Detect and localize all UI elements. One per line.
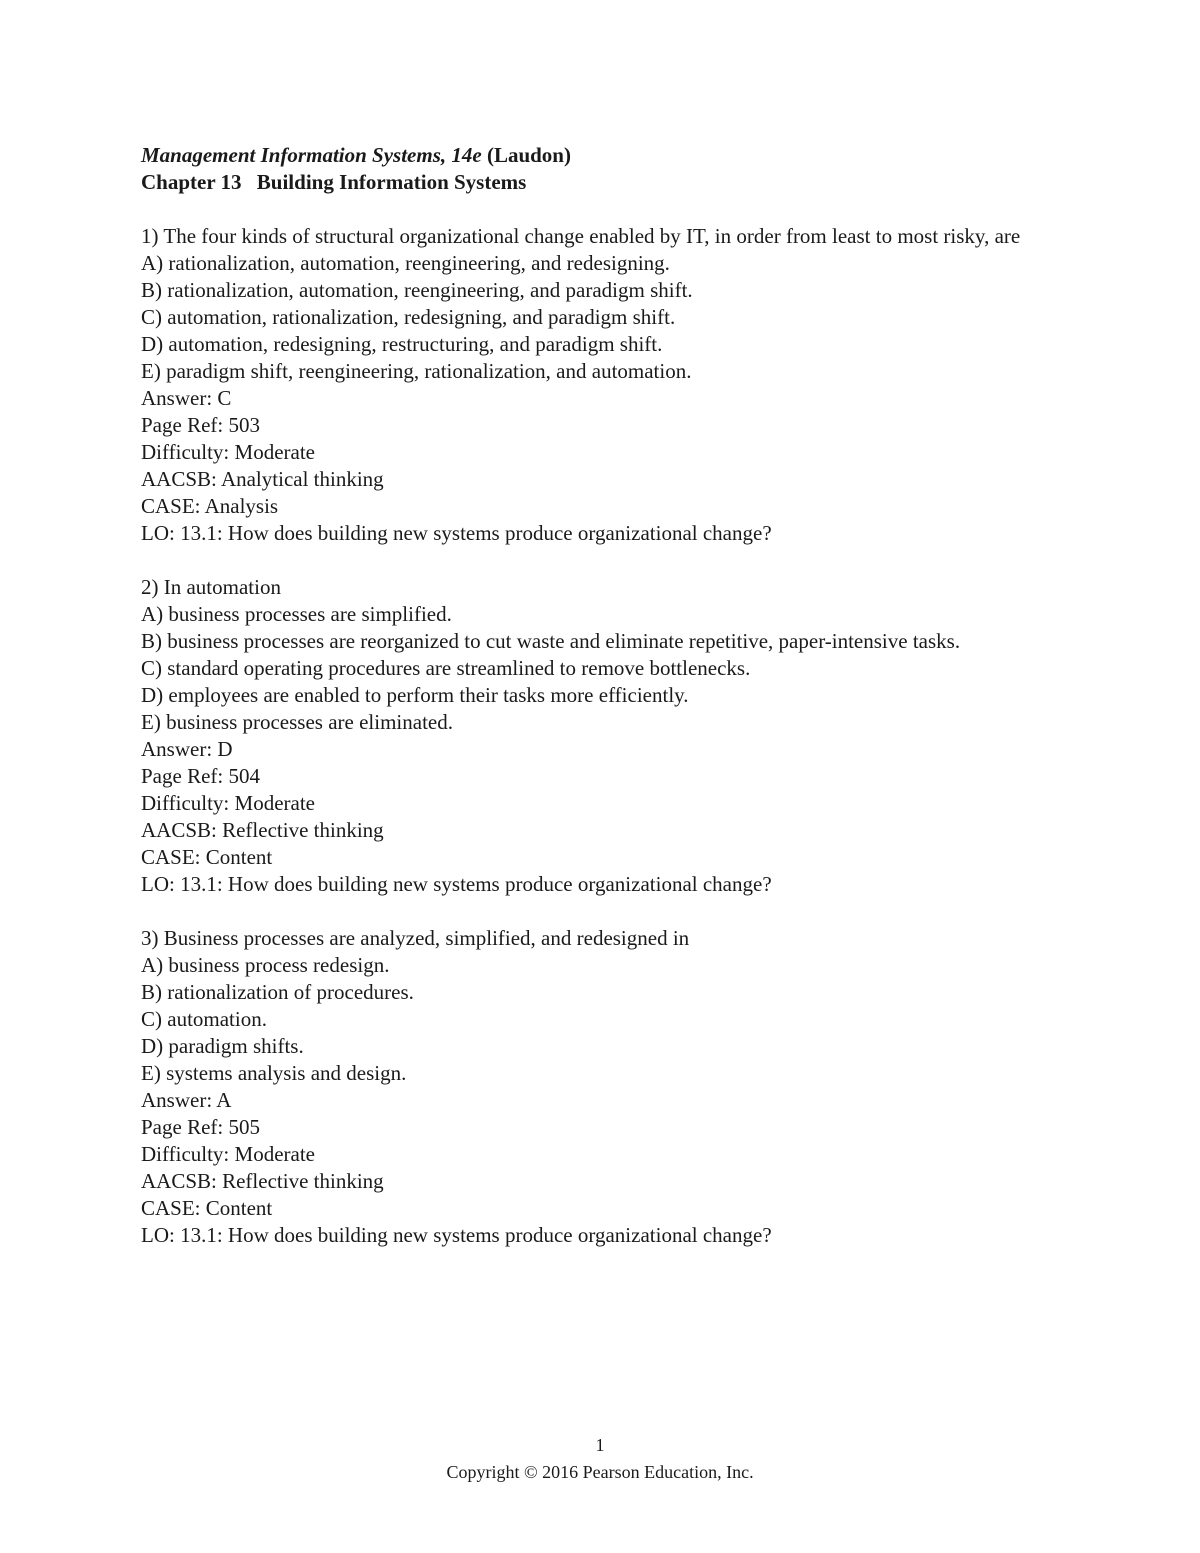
book-author: (Laudon) (481, 143, 571, 167)
answer-option: D) paradigm shifts. (141, 1034, 304, 1058)
question-meta: Difficulty: Moderate (141, 440, 315, 464)
copyright-notice: Copyright © 2016 Pearson Education, Inc. (446, 1462, 754, 1482)
question-meta: Answer: C (141, 386, 232, 410)
question-meta: Page Ref: 503 (141, 413, 260, 437)
question-meta: Page Ref: 505 (141, 1115, 260, 1139)
answer-option: E) systems analysis and design. (141, 1061, 407, 1085)
answer-option: C) automation. (141, 1007, 267, 1031)
answer-option: C) standard operating procedures are streamlined to remove bottlenecks. (141, 656, 751, 680)
question-meta: LO: 13.1: How does building new systems produce organizational change? (141, 1223, 772, 1247)
question-list (141, 223, 1061, 1249)
answer-option: B) rationalization of procedures. (141, 980, 414, 1004)
question-stem: 1) The four kinds of structural organizational change enabled by IT, in order from least to most risky, are (141, 224, 1021, 248)
question-meta: Page Ref: 504 (141, 764, 260, 788)
answer-option: A) business process redesign. (141, 953, 390, 977)
question-meta: CASE: Content (141, 1196, 273, 1220)
question-meta: Answer: D (141, 737, 233, 761)
question-meta: AACSB: Reflective thinking (141, 1169, 384, 1193)
question-meta: Answer: A (141, 1088, 232, 1112)
question-meta: Difficulty: Moderate (141, 791, 315, 815)
answer-option: B) business processes are reorganized to cut waste and eliminate repetitive, paper-intensive tasks. (141, 629, 961, 653)
question-meta: CASE: Content (141, 845, 273, 869)
answer-option: C) automation, rationalization, redesigning, and paradigm shift. (141, 305, 676, 329)
answer-option: A) rationalization, automation, reengineering, and redesigning. (141, 251, 670, 275)
answer-option: E) business processes are eliminated. (141, 710, 453, 734)
question-1 (141, 223, 1061, 547)
answer-option: D) automation, redesigning, restructuring, and paradigm shift. (141, 332, 663, 356)
question-meta: AACSB: Reflective thinking (141, 818, 384, 842)
header-spacer (141, 196, 1061, 223)
answer-option: E) paradigm shift, reengineering, rationalization, and automation. (141, 359, 692, 383)
answer-option: B) rationalization, automation, reengineering, and paradigm shift. (141, 278, 693, 302)
answer-option: A) business processes are simplified. (141, 602, 452, 626)
book-title: Management Information Systems, 14e (141, 143, 482, 167)
answer-option: D) employees are enabled to perform their tasks more efficiently. (141, 683, 689, 707)
question-3 (141, 925, 1061, 1249)
question-meta: Difficulty: Moderate (141, 1142, 315, 1166)
question-meta: LO: 13.1: How does building new systems produce organizational change? (141, 521, 772, 545)
question-meta: AACSB: Analytical thinking (141, 467, 384, 491)
page-number: 1 (595, 1435, 605, 1455)
question-2 (141, 574, 1061, 898)
chapter-header (141, 169, 1061, 196)
book-header (141, 142, 1061, 169)
question-stem: 3) Business processes are analyzed, simplified, and redesigned in (141, 926, 690, 950)
page-content (141, 142, 1061, 1249)
chapter-title: Building Information Systems (256, 170, 527, 194)
chapter-label: Chapter 13 (141, 170, 242, 194)
question-meta: LO: 13.1: How does building new systems produce organizational change? (141, 872, 772, 896)
question-stem: 2) In automation (141, 575, 281, 599)
question-meta: CASE: Analysis (141, 494, 279, 518)
